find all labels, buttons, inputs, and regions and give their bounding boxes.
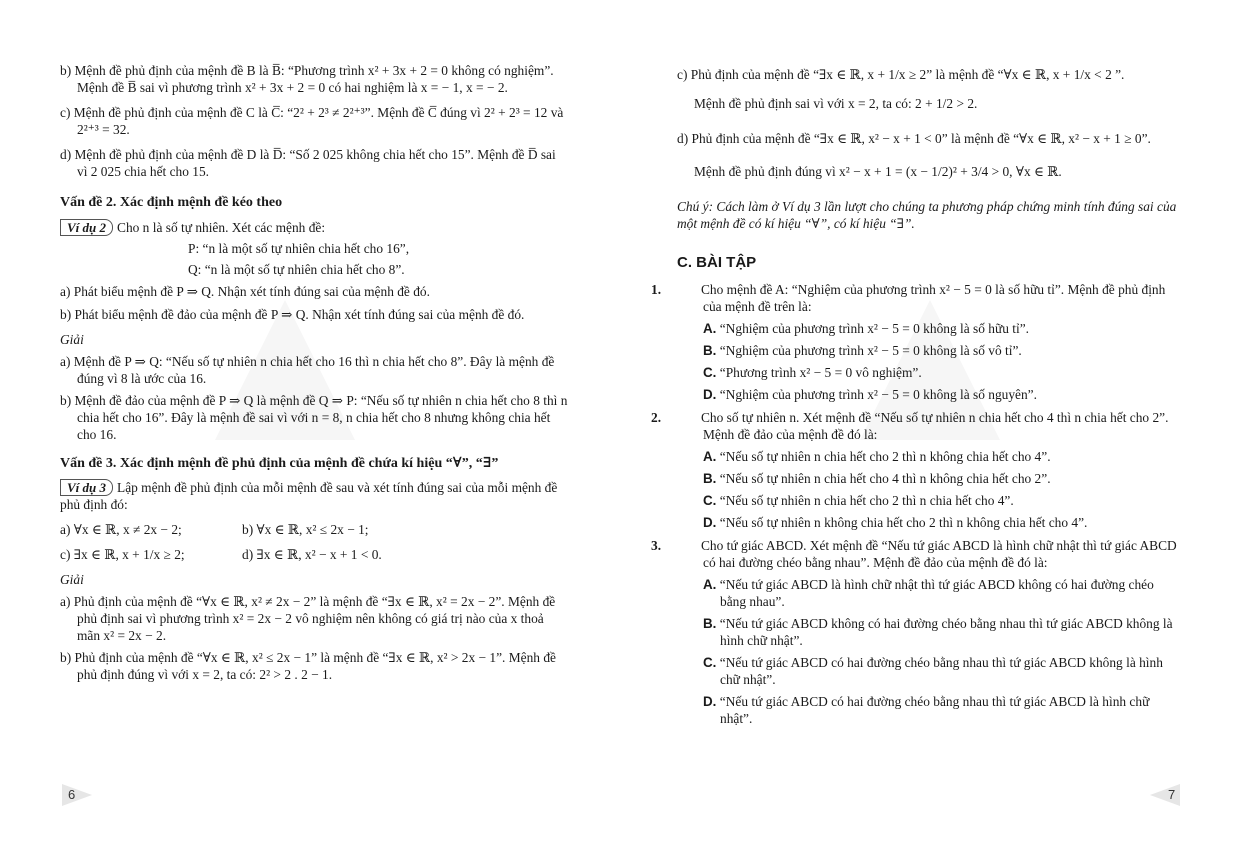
solution-3-b: b) Phủ định của mệnh đề “∀x ∈ ℝ, x² ≤ 2x − 1” là mệnh đề “∃x ∈ ℝ, x² > 2x − 1”. Mệnh đề phủ định đúng vì với x = 2, ta có: 2² > 2 . 2 − 1.	[60, 650, 556, 682]
option-letter: A.	[703, 321, 717, 336]
solution-label: Giải	[60, 332, 84, 347]
heading-van-de-2: Vấn đề 2. Xác định mệnh đề kéo theo	[60, 195, 283, 210]
question-number: 2.	[651, 410, 662, 425]
example-2-tag: Ví dụ 2	[60, 219, 113, 236]
example-3-text: Lập mệnh đề phủ định của mỗi mệnh đề sau và xét tính đúng sai của mỗi mệnh đề phủ định đó:	[60, 480, 558, 512]
option-text: “Nếu số tự nhiên n chia hết cho 4 thì n không chia hết cho 2”.	[719, 471, 1051, 486]
solution-2-b: b) Mệnh đề đảo của mệnh đề P ⇒ Q là mệnh đề Q ⇒ P: “Nếu số tự nhiên n chia hết cho 8 thì n chia hết cho 16”. Đây là mệnh đề sai vì với n = 8, n chia hết cho 8 nhưng không chia hết cho 16.	[60, 393, 568, 442]
option-letter: D.	[703, 387, 717, 402]
question-stem: Cho số tự nhiên n. Xét mệnh đề “Nếu số tự nhiên n chia hết cho 4 thì n chia hết cho 2”. Mệnh đề đảo của mệnh đề đó là:	[701, 410, 1169, 442]
page-number-left: 6	[68, 787, 76, 802]
example-3-d: d) ∃x ∈ ℝ, x² − x + 1 < 0.	[242, 547, 382, 562]
option-text: “Nếu tứ giác ABCD là hình chữ nhật thì tứ giác ABCD không có hai đường chéo bằng nhau”.	[719, 577, 1154, 609]
option-text: “Nếu số tự nhiên n chia hết cho 2 thì n không chia hết cho 4”.	[719, 449, 1051, 464]
right-content	[651, 66, 1182, 727]
option-text: “Nếu tứ giác ABCD có hai đường chéo bằng nhau thì tứ giác ABCD không là hình chữ nhật”.	[719, 655, 1163, 687]
heading-van-de-3: Vấn đề 3. Xác định mệnh đề phủ định của mệnh đề chứa kí hiệu “∀”, “∃”	[60, 456, 499, 471]
option-text: “Nghiệm của phương trình x² − 5 = 0 không là số nguyên”.	[719, 387, 1037, 402]
solution-3-d-reason: Mệnh đề phủ định đúng vì x² − x + 1 = (x − 1/2)² + 3/4 > 0, ∀x ∈ ℝ.	[694, 164, 1062, 179]
solution-3-a: a) Phủ định của mệnh đề “∀x ∈ ℝ, x² ≠ 2x − 2” là mệnh đề “∃x ∈ ℝ, x² = 2x − 2”. Mệnh đề phủ định sai vì phương trình x² = 2x − 2 vô nghiệm nên không có giá trị nào của x thoả mãn x² = 2x − 2.	[60, 594, 556, 643]
page-number-marker-left	[62, 784, 92, 806]
option-letter: B.	[703, 471, 717, 486]
solution-3-label: Giải	[60, 572, 84, 587]
example-2-text: Cho n là số tự nhiên. Xét các mệnh đề:	[117, 220, 326, 235]
example-3-c: c) ∃x ∈ ℝ, x + 1/x ≥ 2;	[60, 547, 185, 562]
page-number-marker-right	[1150, 784, 1180, 806]
example-3-row-2	[60, 546, 568, 563]
option-text: “Nếu tứ giác ABCD không có hai đường chéo bằng nhau thì tứ giác ABCD không là hình chữ nhật”.	[719, 616, 1173, 648]
left-item-d: d) Mệnh đề phủ định của mệnh đề D là D̅: “Số 2 025 không chia hết cho 15”. Mệnh đề D̅ sai vì 2 025 chia hết cho 15.	[60, 147, 556, 179]
option-text: “Phương trình x² − 5 = 0 vô nghiệm”.	[719, 365, 922, 380]
example-2-part-b: b) Phát biểu mệnh đề đảo của mệnh đề P ⇒ Q. Nhận xét tính đúng sai của mệnh đề đó.	[60, 307, 525, 322]
option-letter: A.	[703, 449, 717, 464]
left-item-b: b) Mệnh đề phủ định của mệnh đề B là B̅: “Phương trình x² + 3x + 2 = 0 không có nghiệm”. Mệnh đề B̅ sai vì phương trình x² + 3x + 2 = 0 có hai nghiệm là x = − 1, x = − 2.	[60, 63, 554, 95]
statement-q: Q: “n là một số tự nhiên chia hết cho 8”.	[188, 262, 405, 277]
option-text: “Nếu tứ giác ABCD có hai đường chéo bằng nhau thì tứ giác ABCD là hình chữ nhật”.	[719, 694, 1150, 726]
example-3-tag: Ví dụ 3	[60, 479, 113, 496]
right-page	[620, 0, 1239, 857]
question-1	[651, 281, 1182, 403]
left-item-c: c) Mệnh đề phủ định của mệnh đề C là C̅: “2² + 2³ ≠ 2²⁺³”. Mệnh đề C̅ đúng vì 2² + 2³ = 12 và 2²⁺³ = 32.	[60, 105, 564, 137]
question-number: 3.	[651, 538, 662, 553]
option-letter: C.	[703, 493, 717, 508]
option-letter: A.	[703, 577, 717, 592]
option-text: “Nghiệm của phương trình x² − 5 = 0 không là số hữu tỉ”.	[719, 321, 1029, 336]
question-stem: Cho mệnh đề A: “Nghiệm của phương trình x² − 5 = 0 là số hữu tỉ”. Mệnh đề phủ định của mệnh đề trên là:	[701, 282, 1166, 314]
question-3	[651, 537, 1182, 727]
option-letter: B.	[703, 616, 717, 631]
statement-p: P: “n là một số tự nhiên chia hết cho 16”,	[188, 241, 410, 256]
option-letter: B.	[703, 343, 717, 358]
solution-3-c-reason: Mệnh đề phủ định sai vì với x = 2, ta có: 2 + 1/2 > 2.	[694, 96, 978, 111]
option-letter: D.	[703, 694, 717, 709]
question-2	[651, 409, 1182, 531]
example-3-row-1	[60, 521, 568, 538]
example-3-a: a) ∀x ∈ ℝ, x ≠ 2x − 2;	[60, 522, 182, 537]
question-number: 1.	[651, 282, 662, 297]
solution-3-c: c) Phủ định của mệnh đề “∃x ∈ ℝ, x + 1/x ≥ 2” là mệnh đề “∀x ∈ ℝ, x + 1/x < 2 ”.	[677, 67, 1125, 82]
note: Chú ý: Cách làm ở Ví dụ 3 lần lượt cho chúng ta phương pháp chứng minh tính đúng sai của một mệnh đề có kí hiệu “∀”, có kí hiệu “∃”.	[677, 199, 1177, 231]
left-content	[60, 62, 568, 683]
option-text: “Nghiệm của phương trình x² − 5 = 0 không là số vô tỉ”.	[719, 343, 1022, 358]
page-number-right: 7	[1168, 787, 1176, 802]
option-letter: C.	[703, 655, 717, 670]
option-text: “Nếu số tự nhiên n chia hết cho 2 thì n chia hết cho 4”.	[719, 493, 1014, 508]
option-letter: C.	[703, 365, 717, 380]
example-2-part-a: a) Phát biểu mệnh đề P ⇒ Q. Nhận xét tính đúng sai của mệnh đề đó.	[60, 284, 430, 299]
example-3-b: b) ∀x ∈ ℝ, x² ≤ 2x − 1;	[242, 522, 369, 537]
question-stem: Cho tứ giác ABCD. Xét mệnh đề “Nếu tứ giác ABCD là hình chữ nhật thì tứ giác ABCD có hai đường chéo bằng nhau”. Mệnh đề đảo của mệnh đề đó là:	[701, 538, 1177, 570]
option-letter: D.	[703, 515, 717, 530]
solution-3-d: d) Phủ định của mệnh đề “∃x ∈ ℝ, x² − x + 1 < 0” là mệnh đề “∀x ∈ ℝ, x² − x + 1 ≥ 0”.	[677, 131, 1151, 146]
option-text: “Nếu số tự nhiên n không chia hết cho 2 thì n không chia hết cho 4”.	[719, 515, 1088, 530]
section-bai-tap: C. BÀI TẬP	[677, 254, 757, 271]
solution-2-a: a) Mệnh đề P ⇒ Q: “Nếu số tự nhiên n chia hết cho 16 thì n chia hết cho 8”. Đây là mệnh đề đúng vì 8 là ước của 16.	[60, 354, 555, 386]
